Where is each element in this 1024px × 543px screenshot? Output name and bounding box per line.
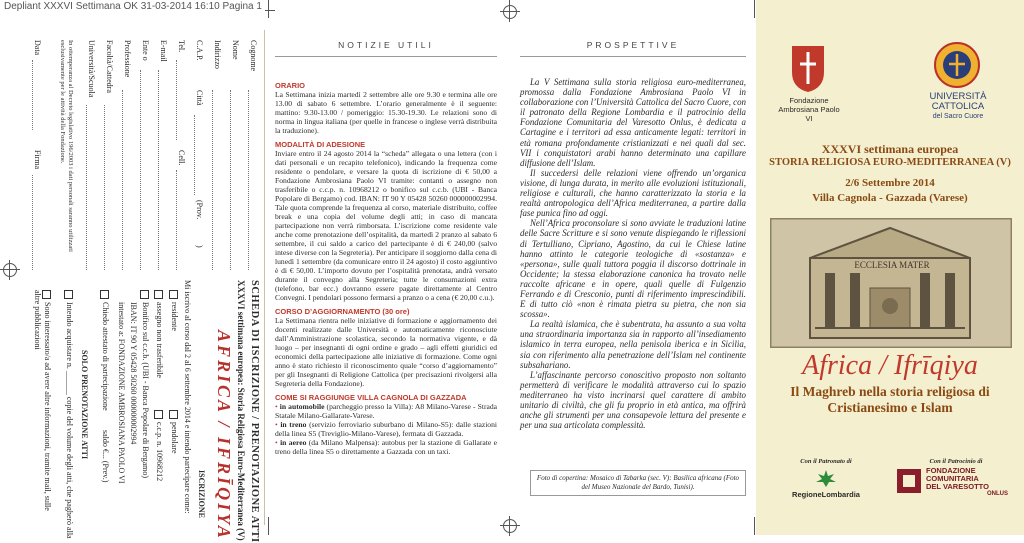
field-line-professione[interactable] [122,90,123,270]
section-text-orario: La Settimana inizia martedì 2 settembre alle ore 9.30 e termina alle ore 13.00 di sabato 6 settembre. L’orario generalmente è il seguente: mattino: 9.30-13.00 / pomeriggio: 15.30-19.30. Le relazioni sono di norma in lingua italiana (per quelle in francese o inglese verrà distribuita la traduzione). [275,90,497,135]
prospettive-paragraph: La realtà islamica, che è subentrata, ha assunto a sua volta una straordinaria importanza sia in rapporto all’insediamento islamico in terra europea, nella penisola iberica e in Sicilia, sia con riferimento alla penetrazione dell’Islam nel continente subsahariano. [520,319,746,370]
field-label-universita: Università/Scuola [87,40,96,98]
option-saldo: saldo €... (Prev.) [101,430,110,483]
registration-mark [503,519,517,533]
atti-line-2[interactable]: Sono interessato/a ad avere altre informazioni, tramite mail, sulle altre pubblicazioni [33,290,52,511]
firma-label: Firma [33,150,42,170]
prospettive-paragraph: La V Settimana sulla storia religiosa euro-mediterranea, promossa dalla Fondazione Ambrosiana Paolo VI in collaborazione con l’Università Cattolica del Sacro Cuore, con il patronato della Regione Lombardia e il patrocinio della Fondazione Comunitaria del Varesotto Onlus, è dedicata a Cartagine e i territori ad essa anticamente legati: territori in età romana profondamente cristianizzati e nei quali dal sec. VII i conquistatori arabi hanno determinato una capillare diffusione dell’Islam. [520,77,746,168]
checkbox[interactable] [169,410,178,419]
field-label-facolta: Facoltà/Cattedra [105,40,114,93]
notizie-panel [275,30,497,525]
mosaic-basilica-image [770,218,1012,348]
section-text-adesione: Inviare entro il 24 agosto 2014 la “scheda” allegata o una lettera (con i dati personali e un recapito telefonico), indicando la frequenza come residente o pendolare, e versare la quota di iscrizione di € 50,00 a Fondazione Ambrosiana Paolo VI tramite: contanti o assegno non trasferibile o c.c.p. n. 10968212 o bonifico sul c.c.b. (UBI - Banca Popolare di Bergamo) cod. IBAN: IT 90 Y 05428 50260 000000002994. Tale quota comprende la frequenza al corso, materiale distribuito, coffee break e una copia del volume degli atti; in caso di mancata partecipazione non verrà rimborsata. L’iscrizione come residente vale anche come prenotazione dell’ospitalità, da martedì 2 pranzo al sabato 6 settembre, il cui saldo a carico del partecipante è di € 240,00 (salvo intese diverse con la Segreteria). Per anticipare il soggiorno dalla cena di lunedì 1 settembre (da comunicare entro il 24 agosto) il costo aggiuntivo è di € 50,00. L’importo dovuto per l’ospitalità prenotata, andrà versato durante il convegno alla Segreteria; tutte le consumazioni extra (telefono, bar ecc.) dovranno essere pagate direttamente al Centro Convegni. I pendolari possono fermarsi a pranzo o a cena (€ 20,00 c.u.). [275,149,497,302]
universita-cattolica-logo [932,40,982,90]
registration-mark [503,5,517,19]
universita-cattolica-label: UNIVERSITÀ CATTOLICA del Sacro Cuore [929,91,987,120]
field-label-cap: C.A.P. [195,40,204,61]
registration-mark [3,263,17,277]
form-subtitle: XXXVI settimana europea: Storia Religiosa Euro-Mediterranea (V) [236,280,246,541]
option-iban: IBAN: IT 90 Y 05428 50260 000000002994 [129,302,138,445]
fondazione-comunitaria-logo [896,468,922,494]
regione-lombardia-label: RegioneLombardia [792,490,860,499]
option-text: Mi iscrivo al corso dal 2 al 6 settembre 2014 e intendo partecipare come: [183,280,192,514]
field-line-tel[interactable] [176,60,177,140]
prospettive-panel [520,30,746,525]
cover-panel [756,0,1024,535]
field-label-email: E-mail [159,40,168,62]
section-title-corso: CORSO D’AGGIORNAMENTO (30 ore) [275,307,410,316]
field-line-cell[interactable] [176,170,177,270]
section-title-orario: ORARIO [275,81,305,90]
option-attestato[interactable]: Chiedo attestato di partecipazione [100,290,110,411]
checkbox[interactable] [42,290,51,299]
option-intestato: intestato a: FONDAZIONE AMBROSIANA PAOLO VI [117,302,126,484]
field-label-cell: Cell. [177,150,186,166]
notizie-heading: NOTIZIE UTILI [275,40,497,57]
crop-mark [754,517,755,535]
cover-venue: Villa Cagnola - Gazzada (Varese) [812,192,968,204]
crop-mark [265,10,275,11]
field-line-email[interactable] [158,70,159,270]
form-title: SCHEDA DI ISCRIZIONE / PRENOTAZIONE ATTI [249,280,260,543]
print-header: Depliant XXXVI Settimana OK 31-03-2014 16:10 Pagina 1 [4,1,262,12]
checkbox[interactable] [169,290,178,299]
travel-item: • in automobile (parcheggio presso la Villa): A8 Milano-Varese - Strada Statale Milano-Gallarate-Varese. [275,402,498,420]
checkbox[interactable] [64,290,73,299]
cover-photo-caption: Foto di copertina: Mosaico di Tabarka (sec. V): Basilica africana (Foto del Museo Nazionale del Bardo, Tunisi). [530,470,746,496]
travel-item: • in aereo (da Milano Malpensa): autobus per la stazione di Gallarate e treno della linea S5 o direttamente a Gazzada con un taxi. [275,438,497,456]
section-text-corso: La Settimana rientra nelle iniziative di formazione e aggiornamento dei docenti realizzate dalle Università e automaticamente riconosciute dall’Amministrazione scolastica, secondo la normativa vigente, e dà luogo – per insegnanti di ogni ordine e grado – agli effetti giuridici ed economici della partecipazione alle iniziative di formazione. Come ogni anno è stato richiesto il riconoscimento quale “corso d’aggiornamento” per gli Insegnanti di Religione Cattolica (per precisazioni rivolgersi alla Segreteria della Fondazione). [275,316,497,388]
patrocinio-label: Con il Patrocinio di [929,458,983,465]
cover-event: XXXVI settimana europea [821,142,959,156]
atti-heading: SOLO PRENOTAZIONE ATTI [80,350,89,460]
form-title-red: AFRICA / IFRĪQIYA [214,330,234,541]
field-line-nome[interactable] [230,90,231,270]
privacy-note: In ottemperanza al Decreto legislativo 196/2003 i dati personali saranno utilizzati esclusivamente per le attività della Fondazione. [59,40,74,252]
field-label-tel: Tel. [177,40,186,53]
notizie-body [275,81,497,456]
field-label-ente: Ente o [141,40,150,61]
cover-subtitle: Il Maghreb nella storia religiosa di Cristianesimo e Islam [790,384,990,415]
option-pendolare[interactable]: pendolare [169,410,179,454]
field-label-professione: Professione [123,40,132,78]
checkbox[interactable] [100,290,109,299]
registration-form-panel [22,30,265,543]
field-label-nome: Nome [231,40,240,60]
prospettive-paragraph: Il succedersi delle relazioni viene offrendo un’organica visione, di lunga durata, in merito alle evoluzioni istituzionali, religiose e culturali, che hanno caratterizzato la storia e la realtà antropologica dell’Africa mediterranea, a partire dalla fase punica fino ad oggi. [520,167,746,219]
fondazione-comunitaria-label: FONDAZIONE COMUNITARIA DEL VARESOTTO ONLUS [926,466,1008,497]
prospettive-body [520,77,746,430]
section-title-come: COME SI RAGGIUNGE VILLA CAGNOLA DI GAZZADA [275,393,467,402]
crop-mark [754,0,755,18]
field-label-prov-close: ) [195,245,204,248]
field-line-indirizzo[interactable] [212,90,213,270]
field-label-prov: (Prov. [195,200,204,220]
crop-mark [268,517,269,535]
prospettive-paragraph: L’affascinante percorso conoscitivo proposto non soltanto permetterà di verificare le modalità attraverso cui lo spazio mediterraneo ha visto incrinarsi quel carattere di ambito unitario di civiltà, che gli fu proprio in età antica, ma offrirà anche gli strumenti per una consapevole lettura del presente e per una sua articolata complessità. [520,369,746,431]
checkbox[interactable] [154,290,163,299]
field-line-citta[interactable] [194,115,195,195]
registration-form [22,30,264,543]
checkbox[interactable] [154,410,163,419]
option-assegno[interactable]: assegno non trasferibile [154,290,164,378]
atti-line-1[interactable]: Intendo acquistare n. ______ copie del volume degli atti, che pagherò alla [64,290,74,539]
field-line-ente[interactable] [140,70,141,270]
crop-mark [268,0,269,18]
field-line-universita[interactable] [86,105,87,270]
iscrizione-heading: ISCRIZIONE [197,470,206,519]
travel-item: • in treno (servizio ferroviario suburbano di Milano-S5): dalle stazioni della linea S5 (Treviglio-Milano-Varese), fermata di Gazzada. [275,420,498,438]
mosaic-inscription: ECCLESIA MATER [854,260,930,270]
cover-title: Africa / Ifrīqiya [802,350,978,381]
fondazione-ambrosiana-label: Fondazione Ambrosiana Paolo VI [778,96,840,123]
field-line-cognome[interactable] [248,90,249,270]
field-label-citta: Città [195,90,204,106]
data-label: Data [33,40,42,56]
prospettive-paragraph: Nell’Africa proconsolare si sono avviate le traduzioni latine delle Sacre Scritture e si sono venute dispiegando le riflessioni di Tertulliano, Cipriano, Agostino, da cui le Chiese latine hanno attinto le categorie teologiche di «sostanza» e «persona», sulle quali tuttora poggia il discorso dottrinale in Occidente; la stessa elaborazione canonica ha trovato nelle raccolte africane e in opere, quali quelle di Fulgenzio Ferrando e di Cresconio, punti di riferimento imprescindibili. E di tutto ciò «non è rimata pietra su pietra, che non sia scossa». [520,218,746,320]
cover-series: STORIA RELIGIOSA EURO-MEDITERRANEA (V) [769,157,1011,168]
field-label-indirizzo: Indirizzo [213,40,222,69]
checkbox[interactable] [140,290,149,299]
firma-line[interactable] [32,175,33,270]
cover-dates: 2/6 Settembre 2014 [845,177,935,189]
prospettive-heading: PROSPETTIVE [520,40,746,57]
option-bonifico[interactable]: Bonifico sul c.c.b. (UBI - Banca Popolare di Bergamo) [140,290,150,478]
data-line[interactable] [32,60,33,130]
fondazione-ambrosiana-logo [788,42,828,94]
option-residente[interactable]: residente [169,290,179,331]
field-label-cognome: Cognome [249,40,258,72]
field-line-facolta[interactable] [104,105,105,270]
patronato-label: Con il Patronato di [800,458,852,465]
option-ccp[interactable]: c.c.p. n. 10968212 [154,410,164,481]
section-title-adesione: MODALITÀ DI ADESIONE [275,140,366,149]
regione-lombardia-logo [814,468,838,488]
